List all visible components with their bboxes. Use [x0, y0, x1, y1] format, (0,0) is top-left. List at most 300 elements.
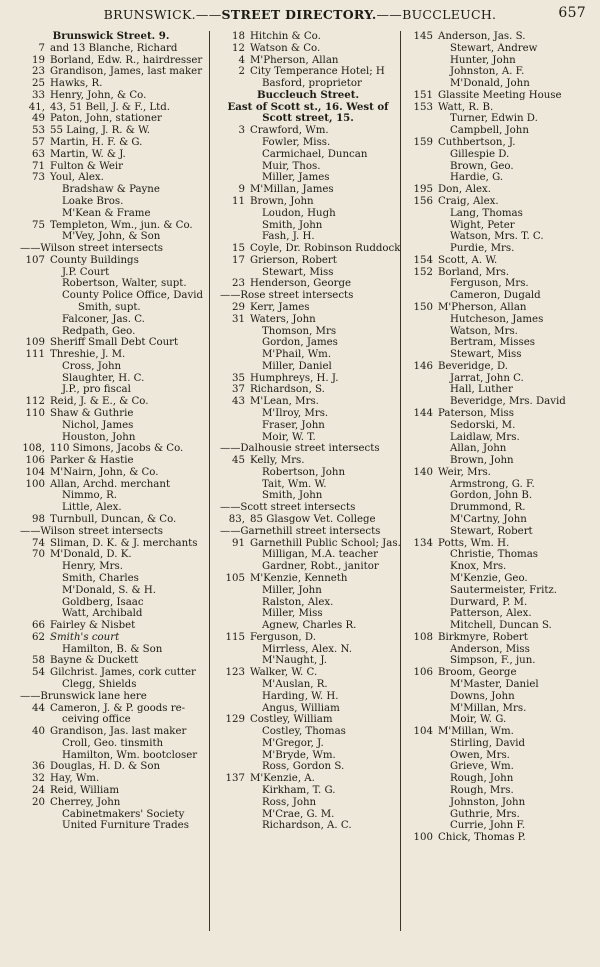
- directory-entry: M'Bryde, Wm.: [262, 749, 336, 761]
- directory-entry: [402, 726, 600, 738]
- entry-name: Grierson, Robert: [250, 254, 337, 266]
- entry-name: Humphreys, H. J.: [250, 372, 339, 384]
- house-number: 23: [232, 278, 245, 290]
- entry-name: M'Pherson, Allan: [250, 54, 339, 66]
- house-number: 15: [232, 243, 245, 255]
- directory-entry: Carmichael, Duncan: [262, 148, 368, 160]
- house-number: 18: [232, 31, 245, 42]
- directory-entry: [212, 278, 404, 290]
- house-number: 106: [25, 455, 45, 467]
- house-number: 115: [225, 631, 245, 643]
- directory-entry: Fash, J. H.: [262, 231, 315, 243]
- house-number: 57: [32, 137, 45, 149]
- directory-entry: Agnew, Charles R.: [262, 620, 357, 632]
- entry-name: 43, 51 Bell, J. & F., Ltd.: [50, 101, 171, 113]
- directory-entry: Miller, John: [262, 584, 322, 596]
- directory-entry: [12, 443, 210, 455]
- house-number: 66: [32, 620, 45, 632]
- directory-entry: [402, 408, 600, 420]
- directory-entry: [12, 172, 210, 184]
- directory-entry: M'Cartny, John: [450, 514, 527, 526]
- house-number: 31: [232, 313, 245, 325]
- directory-entry: [12, 337, 210, 349]
- directory-entry: Little, Alex.: [62, 502, 122, 514]
- directory-entry: M'Auslan, R.: [262, 678, 328, 690]
- directory-entry: M'Kenzie, Geo.: [450, 572, 528, 584]
- street-heading: Scott street, 15.: [262, 112, 354, 125]
- directory-entry: Harding, W. H.: [262, 690, 339, 702]
- directory-entry: Stewart, Andrew: [450, 42, 538, 54]
- entry-name: Watson & Co.: [250, 42, 321, 54]
- directory-entry: Grieve, Wm.: [450, 761, 514, 773]
- directory-entry: M'Donald, John: [450, 78, 530, 90]
- directory-entry: Downs, John: [450, 690, 515, 702]
- header-left: BRUNSWICK.——: [103, 7, 222, 22]
- directory-entry: [212, 667, 404, 679]
- entry-name: Crawford, Wm.: [250, 125, 329, 137]
- directory-entry: Hardie, G.: [450, 172, 504, 184]
- directory-entry: [212, 384, 404, 396]
- directory-entry: Mirrless, Alex. N.: [262, 643, 353, 655]
- directory-entry: Watson, Mrs. T. C.: [450, 231, 544, 243]
- house-number: 91: [232, 537, 245, 549]
- directory-entry: Thomson, Mrs: [262, 325, 337, 337]
- directory-entry: Henry, Mrs.: [62, 561, 123, 573]
- house-number: 44: [32, 702, 45, 714]
- entry-name: M'Donald, D. K.: [50, 549, 132, 561]
- house-number: 63: [32, 148, 45, 160]
- house-number: 9: [238, 184, 245, 196]
- entry-name: Costley, William: [250, 714, 333, 726]
- entry-name: Parker & Hastie: [50, 455, 134, 467]
- house-number: 129: [225, 714, 245, 726]
- house-number: 106: [413, 667, 433, 679]
- entry-name: Templeton, Wm., jun. & Co.: [50, 219, 193, 231]
- directory-entry: [402, 632, 600, 644]
- directory-entry: Brown, John: [450, 455, 514, 467]
- house-number: 111: [25, 349, 45, 361]
- directory-entry: Allan, John: [450, 443, 507, 455]
- directory-entry: M'Donald, S. & H.: [62, 584, 156, 596]
- directory-entry: Beveridge, Mrs. David: [450, 396, 566, 408]
- directory-entry: Hall, Luther: [450, 384, 513, 396]
- entry-name: Walker, W. C.: [250, 667, 318, 679]
- entry-name: M'Millan, James: [250, 184, 334, 196]
- directory-entry: [402, 31, 600, 43]
- directory-entry: Rough, John: [450, 773, 514, 785]
- directory-entry: J.P., pro fiscal: [62, 384, 131, 396]
- directory-entry: United Furniture Trades: [62, 820, 189, 832]
- house-number: 83,: [228, 514, 245, 526]
- directory-entry: [212, 302, 404, 314]
- directory-entry: [212, 632, 404, 644]
- house-number: 107: [25, 254, 45, 266]
- directory-entry: Wight, Peter: [450, 219, 515, 231]
- directory-entry: Falconer, Jas. C.: [62, 313, 145, 325]
- house-number: 151: [413, 89, 433, 101]
- directory-entry: [212, 573, 404, 585]
- entry-name: Threshie, J. M.: [50, 349, 126, 361]
- directory-entry: Mitchell, Duncan S.: [450, 620, 552, 632]
- house-number: 25: [32, 78, 45, 90]
- house-number: 110: [25, 408, 45, 419]
- directory-entry: Simpson, F., jun.: [450, 655, 536, 667]
- entry-name: Douglas, H. D. & Son: [50, 761, 161, 773]
- entry-name: Henry, John, & Co.: [50, 89, 147, 101]
- directory-entry: Houston, John: [62, 431, 136, 443]
- entry-name: Don, Alex.: [438, 184, 491, 196]
- directory-entry: [212, 66, 404, 78]
- entry-name: 55 Laing, J. R. & W.: [50, 125, 151, 137]
- house-number: 123: [225, 667, 245, 679]
- directory-entry: [12, 125, 210, 137]
- house-number: 74: [32, 537, 45, 549]
- entry-name: Hawks, R.: [50, 78, 103, 90]
- directory-entry: [12, 78, 210, 90]
- directory-entry: Rough, Mrs.: [450, 785, 514, 796]
- entry-name: Garnethill Public School; Jas.: [250, 537, 401, 549]
- entry-name: Scott, A. W.: [438, 254, 498, 266]
- entry-name: Borland, Mrs.: [438, 266, 510, 278]
- directory-entry: [402, 102, 600, 114]
- directory-entry: [212, 538, 404, 550]
- directory-entry: Sautermeister, Fritz.: [450, 584, 558, 596]
- directory-entry: Johnston, John: [450, 796, 526, 808]
- directory-entry: Gordon, James: [262, 337, 338, 349]
- house-number: 98: [32, 514, 45, 526]
- directory-entry: M'Phail, Wm.: [262, 349, 332, 361]
- house-number: 53: [32, 125, 45, 137]
- entry-name: Beveridge, D.: [438, 360, 509, 372]
- directory-entry: Miller, Daniel: [262, 360, 332, 372]
- directory-entry: Stewart, Robert: [450, 525, 533, 537]
- directory-entry: [212, 314, 404, 326]
- directory-entry: Goldberg, Isaac: [62, 596, 144, 608]
- entry-name: City Temperance Hotel; H: [250, 66, 385, 78]
- house-number: 104: [25, 466, 45, 478]
- directory-entry: Bertram, Misses: [450, 337, 535, 349]
- header-right: ——BUCCLEUCH.: [376, 7, 497, 22]
- entry-name: Coyle, Dr. Robinson Ruddock: [250, 243, 401, 255]
- directory-entry: Tait, Wm. W.: [262, 478, 327, 490]
- entry-name: M'Nairn, John, & Co.: [50, 466, 159, 478]
- entry-name: Reid, J. & E., & Co.: [50, 396, 149, 408]
- entry-name: Paton, John, stationer: [50, 113, 162, 125]
- directory-entry: [12, 149, 210, 161]
- house-number: 156: [413, 195, 433, 207]
- house-number: 134: [413, 537, 433, 549]
- entry-name: Richardson, S.: [250, 384, 325, 396]
- entry-name: 85 Glasgow Vet. College: [250, 514, 376, 526]
- directory-entry: [212, 243, 404, 255]
- directory-entry: Muir, Thos.: [262, 160, 321, 172]
- directory-entry: Stewart, Miss: [262, 266, 334, 278]
- directory-entry: [12, 349, 210, 361]
- directory-entry: Milligan, M.A. teacher: [262, 549, 378, 561]
- entry-name: Hitchin & Co.: [250, 31, 321, 42]
- directory-entry: [402, 302, 600, 314]
- house-number: 100: [25, 478, 45, 490]
- directory-entry: [12, 137, 210, 149]
- directory-entry: ceiving office: [62, 714, 131, 726]
- house-number: 33: [32, 89, 45, 101]
- directory-entry: Miller, James: [262, 172, 330, 184]
- entry-name: Paterson, Miss: [438, 408, 515, 419]
- directory-entry: Laidlaw, Mrs.: [450, 431, 520, 443]
- house-number: 109: [25, 337, 45, 349]
- directory-entry: M'Master, Daniel: [450, 678, 539, 690]
- directory-entry: Christie, Thomas: [450, 549, 539, 561]
- house-number: 24: [32, 785, 45, 796]
- house-number: 105: [225, 572, 245, 584]
- directory-entry: M'Gregor, J.: [262, 737, 324, 749]
- house-number: 37: [232, 384, 245, 396]
- entry-name: Martin, H. F. & G.: [50, 137, 143, 149]
- directory-entry: Turner, Edwin D.: [450, 113, 538, 125]
- directory-entry: Gardner, Robt., janitor: [262, 561, 379, 573]
- street-heading: Brunswick Street. 9.: [52, 31, 170, 42]
- entry-name: Henderson, George: [250, 278, 352, 290]
- running-header: [0, 5, 600, 25]
- directory-entry: Bradshaw & Payne: [62, 184, 160, 196]
- entry-name: Fairley & Nisbet: [50, 620, 136, 632]
- directory-entry: Stewart, Miss: [450, 349, 522, 361]
- directory-entry: Lang, Thomas: [450, 207, 523, 219]
- entry-name: Weir, Mrs.: [438, 466, 491, 478]
- entry-name: Shaw & Guthrie: [50, 408, 134, 419]
- directory-entry: [12, 43, 210, 55]
- directory-entry: [402, 538, 600, 550]
- directory-entry: [12, 396, 210, 408]
- intersection-note: ——Brunswick lane here: [20, 690, 147, 702]
- entry-name: Sliman, D. K. & J. merchants: [50, 537, 198, 549]
- house-number: 32: [32, 773, 45, 785]
- house-number: 146: [413, 360, 433, 372]
- directory-entry: Watt, Archibald: [62, 608, 143, 620]
- directory-entry: Watson, Mrs.: [450, 325, 518, 337]
- directory-entry: [12, 773, 210, 785]
- house-number: 49: [32, 113, 45, 125]
- directory-entry: [402, 90, 600, 102]
- house-number: 108,: [22, 443, 45, 455]
- entry-name: Cameron, J. & P. goods re-: [50, 702, 186, 714]
- directory-entry: Redpath, Geo.: [62, 325, 136, 337]
- directory-entry: M'Kean & Frame: [62, 207, 151, 219]
- intersection-note: ——Rose street intersects: [220, 290, 354, 302]
- entry-name: 110 Simons, Jacobs & Co.: [50, 443, 184, 455]
- entry-name: Borland, Edw. R., hairdresser: [50, 54, 203, 66]
- house-number: 11: [232, 195, 245, 207]
- directory-entry: [12, 161, 210, 173]
- entry-name: Grandison, James, last maker: [50, 66, 203, 78]
- house-number: 145: [413, 31, 433, 42]
- entry-name: M'Millan, Wm.: [438, 726, 514, 738]
- entry-name: Grandison, Jas. last maker: [50, 726, 187, 738]
- directory-entry: [12, 408, 210, 420]
- directory-entry: [12, 220, 210, 232]
- directory-entry: County Police Office, David: [62, 290, 204, 302]
- house-number: 100: [413, 832, 433, 844]
- house-number: 29: [232, 301, 245, 313]
- directory-entry: Basford, proprietor: [262, 78, 362, 90]
- directory-entry: [12, 549, 210, 561]
- directory-entry: [402, 196, 600, 208]
- entry-name: Kerr, James: [250, 301, 310, 313]
- directory-entry: Anderson, Miss: [450, 643, 530, 655]
- entry-name: M'Kenzie, Kenneth: [250, 572, 348, 584]
- directory-entry: [402, 832, 600, 844]
- directory-entry: [212, 396, 404, 408]
- house-number: 71: [32, 160, 45, 172]
- house-number: 40: [32, 726, 45, 738]
- directory-entry: [212, 196, 404, 208]
- directory-entry: [12, 703, 210, 715]
- directory-entry: Armstrong, G. F.: [450, 478, 535, 490]
- entry-name: Anderson, Jas. S.: [438, 31, 526, 42]
- directory-entry: [12, 90, 210, 102]
- house-number: 4: [238, 54, 245, 66]
- entry-name: Bayne & Duckett: [50, 655, 139, 667]
- directory-entry: Johnston, A. F.: [450, 66, 525, 78]
- directory-column-2: [212, 31, 404, 832]
- directory-entry: Currie, John F.: [450, 820, 526, 832]
- entry-name: Reid, William: [50, 785, 120, 796]
- directory-entry: [12, 102, 210, 114]
- directory-entry: Ross, John: [262, 796, 317, 808]
- entry-name: Turnbull, Duncan, & Co.: [50, 514, 177, 526]
- intersection-note: ——Wilson street intersects: [20, 243, 164, 255]
- directory-entry: [12, 620, 210, 632]
- directory-entry: Hamilton, Wm. bootcloser: [62, 749, 198, 761]
- directory-entry: [12, 467, 210, 479]
- directory-entry: Costley, Thomas: [262, 726, 346, 738]
- directory-entry: [12, 455, 210, 467]
- directory-entry: [212, 43, 404, 55]
- house-number: 43: [232, 396, 245, 408]
- house-number: 140: [413, 466, 433, 478]
- house-number: 12: [232, 42, 245, 54]
- entry-name: Martin, W. & J.: [50, 148, 126, 160]
- entry-name: Fulton & Weir: [50, 160, 124, 172]
- directory-entry: [212, 714, 404, 726]
- directory-entry: [212, 31, 404, 43]
- directory-entry: [12, 797, 210, 809]
- intersection-note: ——Garnethill street intersects: [220, 525, 381, 537]
- directory-entry: Smith, John: [262, 490, 323, 502]
- house-number: 35: [232, 372, 245, 384]
- entry-name: Cuthbertson, J.: [438, 137, 516, 149]
- directory-entry: Moir, W. G.: [450, 714, 507, 726]
- house-number: 62: [32, 631, 45, 643]
- intersection-note: ——Dalhousie street intersects: [220, 443, 380, 455]
- entry-name: M'Kenzie, A.: [250, 773, 315, 785]
- directory-entry: Durward, P. M.: [450, 596, 528, 608]
- entry-name: Smith's court: [50, 631, 120, 643]
- directory-entry: M'Ilroy, Mrs.: [262, 408, 329, 419]
- entry-name: Cherrey, John: [50, 796, 121, 808]
- directory-entry: [212, 184, 404, 196]
- directory-entry: Kirkham, T. G.: [262, 785, 336, 796]
- house-number: 153: [413, 101, 433, 113]
- directory-entry: Brown, Geo.: [450, 160, 514, 172]
- house-number: 7: [38, 42, 45, 54]
- directory-entry: Jarrat, John C.: [450, 372, 524, 384]
- directory-entry: Loake Bros.: [62, 195, 124, 207]
- directory-entry: Ferguson, Mrs.: [450, 278, 529, 290]
- house-number: 20: [32, 796, 45, 808]
- directory-entry: [12, 632, 210, 644]
- page-number: 657: [558, 5, 586, 21]
- house-number: 137: [225, 773, 245, 785]
- directory-entry: Richardson, A. C.: [262, 820, 352, 832]
- directory-entry: Smith, Charles: [62, 572, 139, 584]
- directory-entry: M'Crae, G. M.: [262, 808, 335, 820]
- directory-entry: [402, 467, 600, 479]
- directory-entry: [402, 667, 600, 679]
- house-number: 112: [25, 396, 45, 408]
- house-number: 108: [413, 631, 433, 643]
- entry-name: Kelly, Mrs.: [250, 455, 305, 467]
- directory-entry: [212, 55, 404, 67]
- entry-name: Potts, Wm. H.: [438, 537, 510, 549]
- directory-entry: Patterson, Alex.: [450, 608, 532, 620]
- directory-entry: Cameron, Dugald: [450, 290, 541, 302]
- entry-name: Birkmyre, Robert: [438, 631, 528, 643]
- directory-entry: Croll, Geo. tinsmith: [62, 737, 164, 749]
- entry-name: Youl, Alex.: [50, 172, 104, 184]
- house-number: 152: [413, 266, 433, 278]
- directory-entry: Nimmo, R.: [62, 490, 118, 502]
- house-number: 75: [32, 219, 45, 231]
- house-number: 45: [232, 455, 245, 467]
- directory-entry: Hutcheson, James: [450, 313, 544, 325]
- entry-name: County Buildings: [50, 254, 139, 266]
- directory-entry: Drummond, R.: [450, 502, 526, 514]
- directory-entry: [12, 655, 210, 667]
- directory-entry: [12, 667, 210, 679]
- directory-entry: Moir, W. T.: [262, 431, 316, 443]
- directory-entry: Fowler, Miss.: [262, 137, 331, 149]
- directory-entry: J.P. Court: [62, 266, 110, 278]
- directory-entry: [212, 514, 404, 526]
- directory-entry: M'Vey, John, & Son: [62, 231, 161, 243]
- street-heading: Buccleuch Street.: [257, 88, 359, 101]
- house-number: 70: [32, 549, 45, 561]
- house-number: 17: [232, 254, 245, 266]
- directory-entry: [212, 255, 404, 267]
- directory-entry: [12, 55, 210, 67]
- entry-name: M'Pherson, Allan: [438, 301, 527, 313]
- house-number: 41,: [28, 101, 45, 113]
- house-number: 23: [32, 66, 45, 78]
- directory-entry: Hamilton, B. & Son: [62, 643, 163, 655]
- directory-entry: [12, 255, 210, 267]
- directory-entry: [402, 267, 600, 279]
- house-number: 36: [32, 761, 45, 773]
- directory-entry: Hunter, John: [450, 54, 516, 66]
- entry-name: Sheriff Small Debt Court: [50, 337, 179, 349]
- directory-entry: Ralston, Alex.: [262, 596, 334, 608]
- house-number: 104: [413, 726, 433, 738]
- directory-entry: [402, 137, 600, 149]
- directory-entry: [12, 479, 210, 491]
- house-number: 154: [413, 254, 433, 266]
- entry-name: Chick, Thomas P.: [438, 832, 526, 844]
- directory-entry: [212, 373, 404, 385]
- directory-entry: Gordon, John B.: [450, 490, 533, 502]
- entry-name: Hay, Wm.: [50, 773, 100, 785]
- house-number: 19: [32, 54, 45, 66]
